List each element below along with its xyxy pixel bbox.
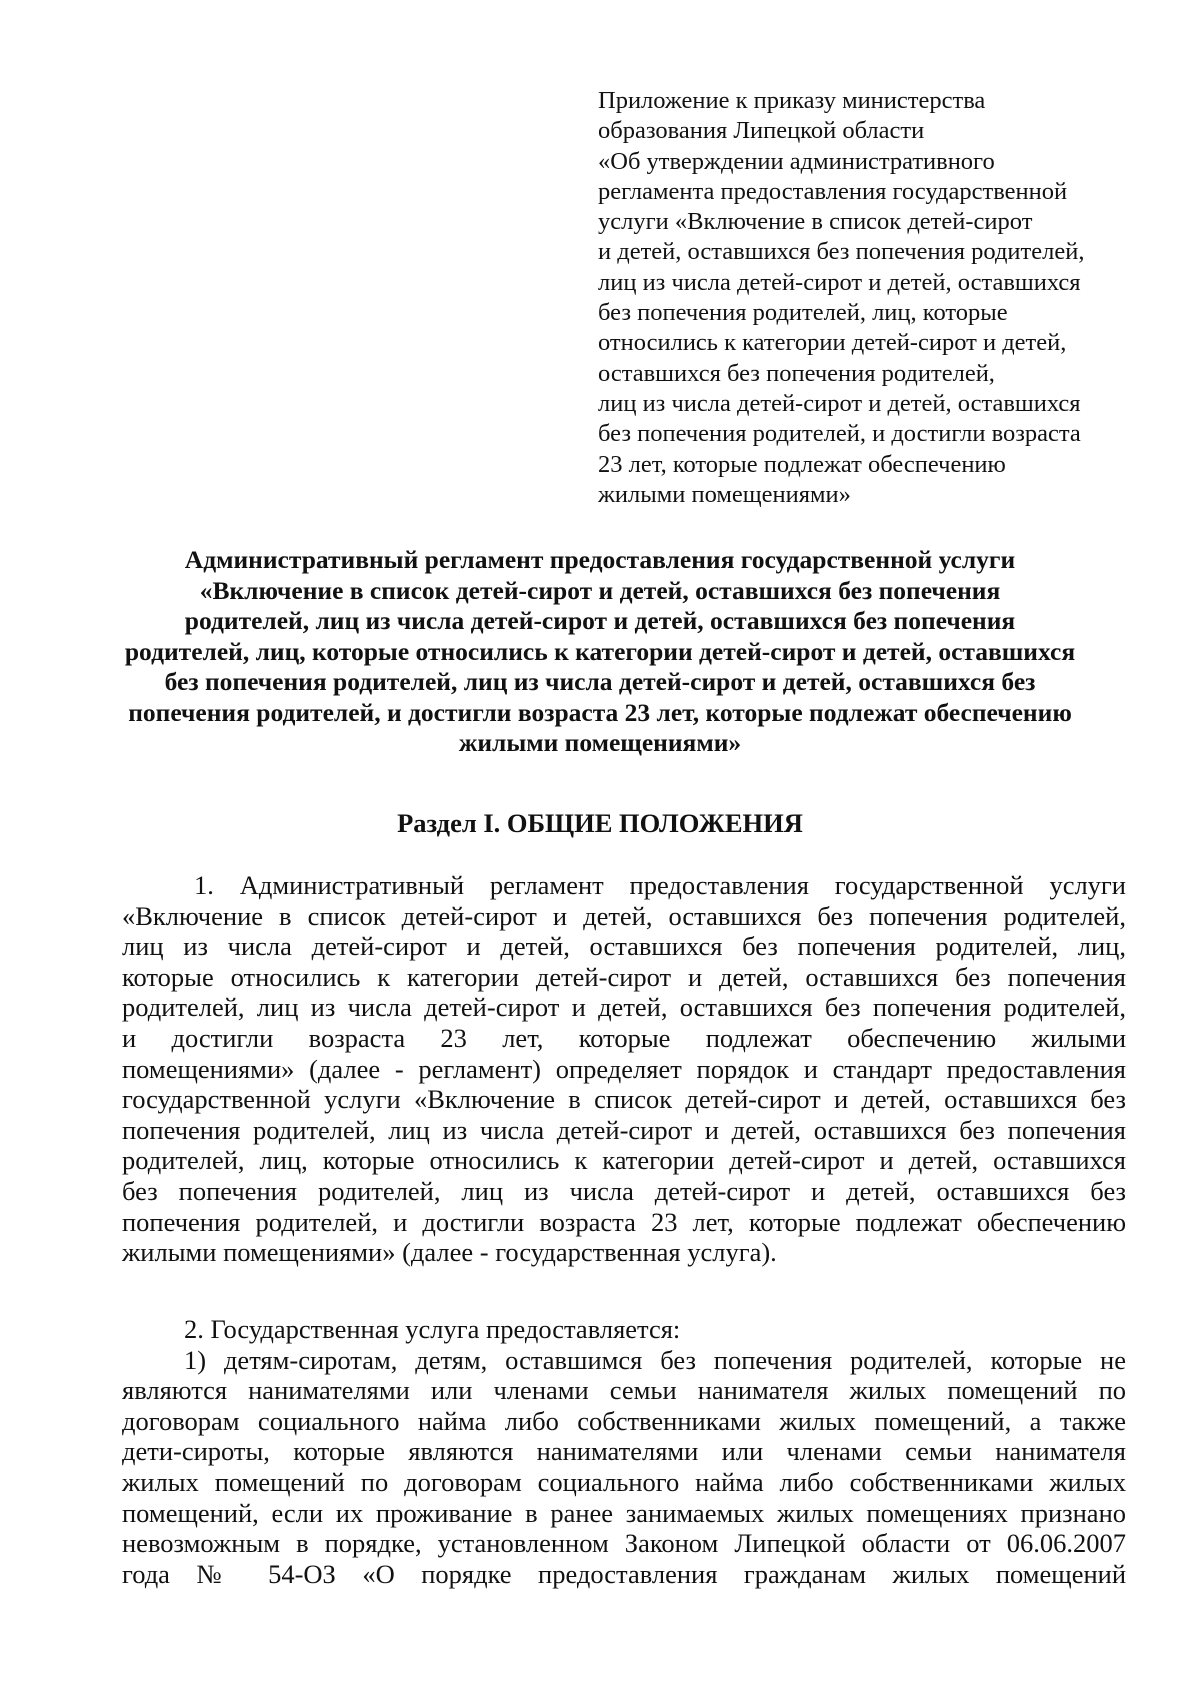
paragraph-line: попечения родителей, лиц из числа детей-сирот и детей, оставшихся без попечения <box>122 1114 1126 1145</box>
paragraph-line: являются нанимателями или членами семьи нанимателя жилых помещений по <box>122 1375 1126 1406</box>
appendix-line: Приложение к приказу министерства <box>598 87 986 114</box>
paragraph-line: жилыми помещениями» (далее - государственная услуга). <box>122 1237 777 1268</box>
paragraph-line: «Включение в список детей-сирот и детей, оставшихся без попечения родителей, <box>122 900 1126 931</box>
appendix-line: без попечения родителей, и достигли возраста <box>598 420 1081 448</box>
appendix-line: без попечения родителей, лиц, которые <box>598 299 1008 327</box>
appendix-line: 23 лет, которые подлежат обеспечению <box>598 450 1006 478</box>
appendix-line: образования Липецкой области <box>598 117 925 145</box>
appendix-line: жилыми помещениями» <box>598 480 851 508</box>
title-line: Административный регламент предоставления государственной услуги <box>184 545 1016 574</box>
paragraph-line: 2. Государственная услуга предоставляется: <box>184 1314 681 1344</box>
paragraph-line: 1. Административный регламент предоставления государственной услуги <box>194 870 1126 900</box>
paragraph-line: невозможным в порядке, установленном Законом Липецкой области от 06.06.2007 <box>122 1528 1126 1559</box>
appendix-line: лиц из числа детей-сирот и детей, оставшихся <box>598 389 1081 417</box>
title-line: жилыми помещениями» <box>458 728 742 757</box>
appendix-line: «Об утверждении административного <box>598 147 995 175</box>
paragraph-line: 1) детям-сиротам, детям, оставшимся без попечения родителей, которые не <box>184 1344 1126 1375</box>
paragraph-line: и достигли возраста 23 лет, которые подлежат обеспечению жилыми <box>122 1022 1126 1053</box>
paragraph-line: которые относились к категории детей-сирот и детей, оставшихся без попечения <box>122 961 1126 992</box>
paragraph-line: помещений, если их проживание в ранее занимаемых жилых помещениях признано <box>122 1497 1126 1528</box>
title-line: родителей, лиц, которые относились к категории детей-сирот и детей, оставшихся <box>124 636 1076 666</box>
paragraph-line: лиц из числа детей-сирот и детей, оставшихся без попечения родителей, лиц, <box>122 931 1126 962</box>
title-line: «Включение в список детей-сирот и детей, оставшихся без попечения <box>199 575 1001 605</box>
paragraph-line: без попечения родителей, лиц из числа детей-сирот и детей, оставшихся без <box>122 1175 1126 1206</box>
appendix-line: оставшихся без попечения родителей, <box>598 359 995 387</box>
paragraph-2 <box>122 1314 1126 1589</box>
appendix-line: относились к категории детей-сирот и детей, <box>598 329 1067 357</box>
appendix-line: регламента предоставления государственной <box>598 177 1068 205</box>
title-line: родителей, лиц из числа детей-сирот и детей, оставшихся без попечения <box>184 606 1016 635</box>
paragraph-1 <box>122 870 1126 1268</box>
appendix-line: и детей, оставшихся без попечения родителей, <box>598 238 1085 266</box>
paragraph-line: попечения родителей, и достигли возраста 23 лет, которые подлежат обеспечению <box>122 1206 1126 1237</box>
appendix-line: услуги «Включение в список детей-сирот <box>598 208 1033 236</box>
paragraph-line: жилых помещений по договорам социального найма либо собственниками жилых <box>122 1466 1126 1497</box>
paragraph-line: помещениями» (далее - регламент) определяет порядок и стандарт предоставления <box>122 1053 1126 1084</box>
paragraph-line: года № 54-ОЗ «О порядке предоставления гражданам жилых помещений <box>122 1558 1126 1589</box>
paragraph-line: договорам социального найма либо собственниками жилых помещений, а также <box>122 1405 1126 1436</box>
paragraph-line: государственной услуги «Включение в список детей-сирот и детей, оставшихся без <box>122 1084 1126 1115</box>
paragraph-line: родителей, лиц, которые относились к категории детей-сирот и детей, оставшихся <box>122 1145 1126 1176</box>
title-line: без попечения родителей, лиц из числа детей-сирот и детей, оставшихся без <box>164 667 1036 696</box>
appendix-line: лиц из числа детей-сирот и детей, оставшихся <box>598 268 1081 296</box>
appendix-note <box>598 86 1118 510</box>
title-line: попечения родителей, и достигли возраста 23 лет, которые подлежат обеспечению <box>128 697 1072 727</box>
section-heading: Раздел I. ОБЩИЕ ПОЛОЖЕНИЯ <box>397 808 803 838</box>
paragraph-line: родителей, лиц из числа детей-сирот и детей, оставшихся без попечения родителей, <box>122 992 1126 1023</box>
document-title <box>60 545 1140 759</box>
paragraph-line: дети-сироты, которые являются нанимателями или членами семьи нанимателя <box>122 1436 1126 1467</box>
